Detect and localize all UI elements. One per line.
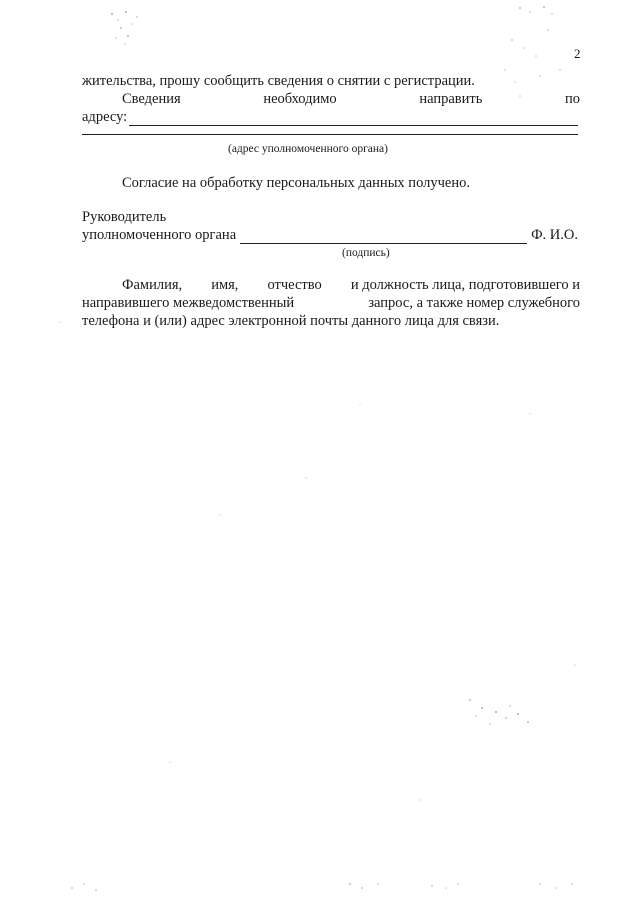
address-blank-line [129, 112, 578, 126]
page-number: 2 [574, 46, 581, 61]
signatory-organ: уполномоченного органа [82, 227, 237, 243]
address-caption: (адрес уполномоченного органа) [228, 143, 388, 155]
consent-statement: Согласие на обработку персональных данных получено. [122, 175, 470, 191]
word: и должность лица, подготовившего и [350, 277, 580, 293]
signature-caption: (подпись) [342, 247, 390, 259]
footer-line-justified [82, 294, 580, 312]
signature-row [82, 226, 578, 244]
word: запрос, а также номер служебного [368, 295, 580, 311]
footer-line-justified [122, 276, 580, 294]
signatory-title: Руководитель [82, 209, 167, 225]
signatory-fio: Ф. И.О. [531, 227, 578, 243]
word: отчество [267, 277, 322, 293]
word: необходимо [263, 91, 337, 107]
address-label: адресу: [82, 109, 128, 125]
word: Фамилия, [122, 277, 183, 293]
paragraph-line: жительства, прошу сообщить сведения о снятии с регистрации. [82, 73, 475, 89]
word: направить [419, 91, 483, 107]
word: имя, [211, 277, 239, 293]
address-line [82, 108, 578, 126]
word: направившего межведомственный [82, 295, 295, 311]
address-blank-line-2 [82, 134, 578, 135]
word: по [564, 91, 580, 107]
signature-blank-line [240, 230, 527, 244]
footer-line: телефона и (или) адрес электронной почты данного лица для связи. [82, 313, 500, 329]
word: Сведения [122, 91, 181, 107]
paragraph-line-justified [122, 90, 580, 108]
